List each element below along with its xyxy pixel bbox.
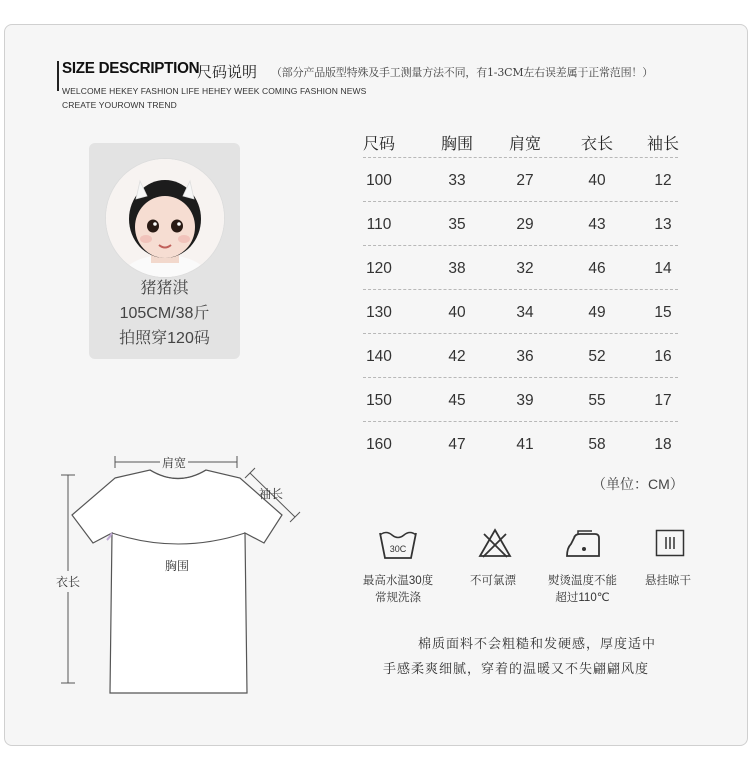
measure-cell: 58 [588, 436, 606, 453]
header-accent-bar [57, 61, 59, 91]
fabric-desc-line1: 棉质面料不会粗糙和发硬感，厚度适中 [418, 636, 657, 651]
care-bleach-line1: 不可氯漂 [470, 575, 516, 587]
measure-cell: 27 [516, 172, 534, 189]
header-title-en: SIZE DESCRIPTION [62, 60, 200, 77]
table-row-divider [363, 289, 678, 290]
measure-cell: 47 [448, 436, 466, 453]
measure-cell: 45 [448, 392, 466, 409]
measure-cell: 35 [448, 216, 466, 233]
measure-cell: 13 [654, 216, 672, 233]
measure-cell: 40 [448, 304, 466, 321]
care-dry-line1: 悬挂晾干 [645, 575, 691, 587]
measure-cell: 32 [516, 260, 534, 277]
table-header-cell: 胸围 [440, 136, 473, 153]
fabric-desc-line2: 手感柔爽细腻，穿着的温暖又不失翩翩风度 [383, 661, 650, 676]
care-iron-label [535, 573, 630, 607]
iron-icon [564, 530, 602, 558]
wash-30-icon [378, 527, 418, 561]
measure-cell: 40 [588, 172, 606, 189]
measure-cell: 16 [654, 348, 672, 365]
measure-cell: 42 [448, 348, 466, 365]
size-cell: 160 [366, 436, 392, 453]
header-subtitle-1: WELCOME HEKEY FASHION LIFE HEHEY WEEK COMING FASHION NEWS [62, 86, 367, 96]
measure-cell: 14 [654, 260, 672, 277]
care-wash-line1: 最高水温30度 [362, 575, 434, 587]
care-bleach-label [448, 573, 538, 590]
table-header-cell: 袖长 [646, 136, 679, 153]
shoulder-label: 肩宽 [162, 456, 187, 470]
care-wash-line2: 常规洗涤 [375, 592, 421, 604]
no-bleach-icon [478, 528, 512, 558]
model-photo [106, 159, 224, 277]
measure-cell: 41 [516, 436, 534, 453]
table-header-cell: 衣长 [580, 136, 613, 153]
measure-cell: 52 [588, 348, 606, 365]
header-title-cn: 尺码说明 [197, 64, 258, 81]
size-cell: 110 [366, 216, 392, 233]
size-cell: 130 [366, 304, 392, 321]
measure-cell: 17 [654, 392, 672, 409]
measure-cell: 38 [448, 260, 466, 277]
table-header-cell: 尺码 [362, 136, 395, 153]
table-row-divider [363, 245, 678, 246]
unit-label: （单位：CM） [592, 476, 684, 492]
header-note: （部分产品版型特殊及手工测量方法不同，有1-3CM左右误差属于正常范围！） [271, 66, 653, 79]
measure-cell: 15 [654, 304, 672, 321]
table-row-divider [363, 201, 678, 202]
care-iron-line2: 超过110℃ [555, 592, 610, 604]
model-name: 猪猪淇 [140, 280, 189, 297]
table-row-divider [363, 157, 678, 158]
sleeve-label: 袖长 [259, 487, 284, 501]
measure-cell: 43 [588, 216, 606, 233]
measure-cell: 36 [516, 348, 534, 365]
measure-cell: 49 [588, 304, 606, 321]
wash-temp-badge: 30C [389, 544, 407, 554]
table-row-divider [363, 421, 678, 422]
child-portrait-icon [106, 159, 224, 277]
length-label: 衣长 [56, 571, 80, 592]
measure-cell: 46 [588, 260, 606, 277]
size-cell: 120 [366, 260, 392, 277]
table-row-divider [363, 377, 678, 378]
measure-cell: 33 [448, 172, 466, 189]
chest-label: 胸围 [165, 559, 190, 573]
header-subtitle-2: CREATE YOUROWN TREND [62, 100, 177, 110]
care-iron-line1: 熨烫温度不能 [548, 575, 617, 587]
size-cell: 150 [366, 392, 392, 409]
size-cell: 140 [366, 348, 392, 365]
measure-cell: 18 [654, 436, 672, 453]
table-row-divider [363, 333, 678, 334]
measure-cell: 55 [588, 392, 606, 409]
hang-dry-icon [655, 529, 685, 557]
measure-cell: 34 [516, 304, 534, 321]
measure-cell: 29 [516, 216, 534, 233]
model-size-worn: 拍照穿120码 [119, 330, 210, 347]
measure-cell: 39 [516, 392, 534, 409]
model-measure: 105CM/38斤 [119, 305, 210, 322]
table-header-cell: 肩宽 [508, 136, 541, 153]
size-cell: 100 [366, 172, 392, 189]
care-dry-label [628, 573, 708, 590]
measure-cell: 12 [654, 172, 672, 189]
care-wash-label [348, 573, 448, 607]
